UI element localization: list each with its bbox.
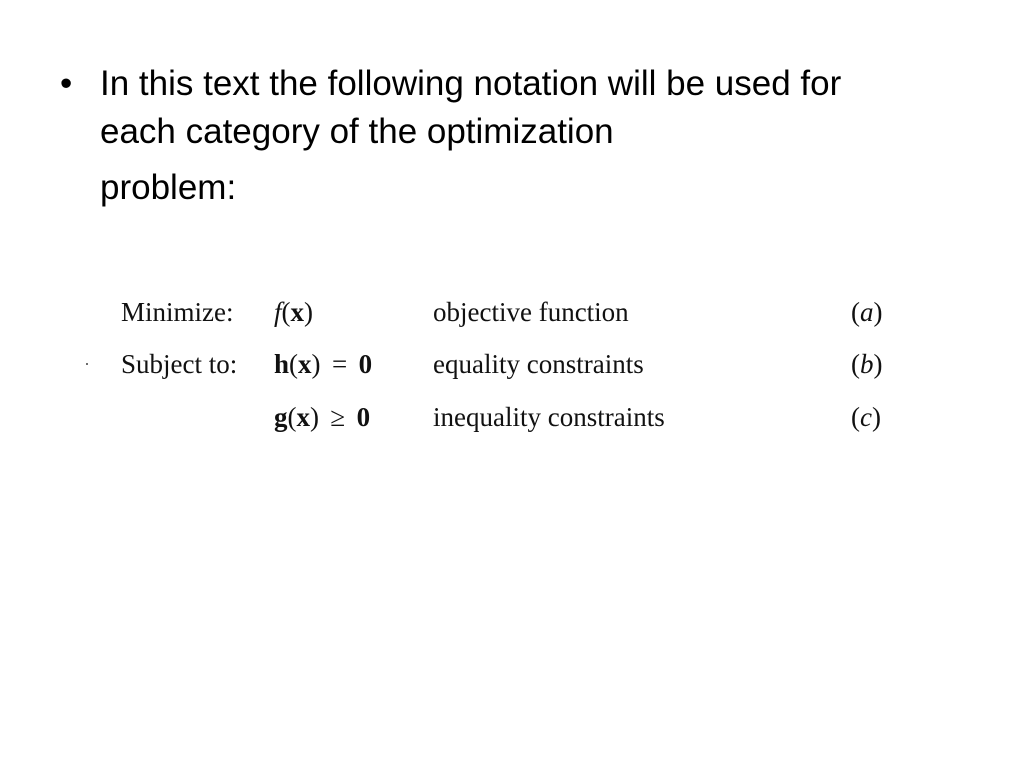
- bullet-line-2: each category of the optimization: [100, 112, 614, 151]
- formula-expression: f(x): [274, 297, 314, 327]
- formula-description: objective function: [433, 297, 629, 327]
- formula-tag: (a): [851, 297, 883, 327]
- formula-description: inequality constraints: [433, 402, 665, 432]
- bullet-row: [60, 60, 990, 212]
- bullet-line-3: problem:: [100, 168, 237, 207]
- bullet-line-1: In this text the following notation will be used for: [100, 64, 842, 103]
- bullet-marker: •: [60, 64, 73, 103]
- formula-expression: g(x) ≥ 0: [274, 402, 371, 432]
- bullet-text: [100, 60, 990, 212]
- bullet-paragraph: [60, 60, 990, 212]
- formula-row-inequality: [121, 397, 901, 437]
- formula-tag: (b): [851, 349, 883, 379]
- formula-row-objective: [121, 292, 901, 332]
- formula-expression: h(x) = 0: [274, 349, 373, 379]
- optimization-formulation: [121, 288, 901, 458]
- stray-dot-mark: ·: [84, 353, 90, 373]
- formula-description: equality constraints: [433, 349, 644, 379]
- formula-label: Minimize:: [121, 297, 234, 327]
- formula-label: Subject to:: [121, 349, 238, 379]
- formula-row-equality: [121, 344, 901, 384]
- formula-tag: (c): [851, 402, 881, 432]
